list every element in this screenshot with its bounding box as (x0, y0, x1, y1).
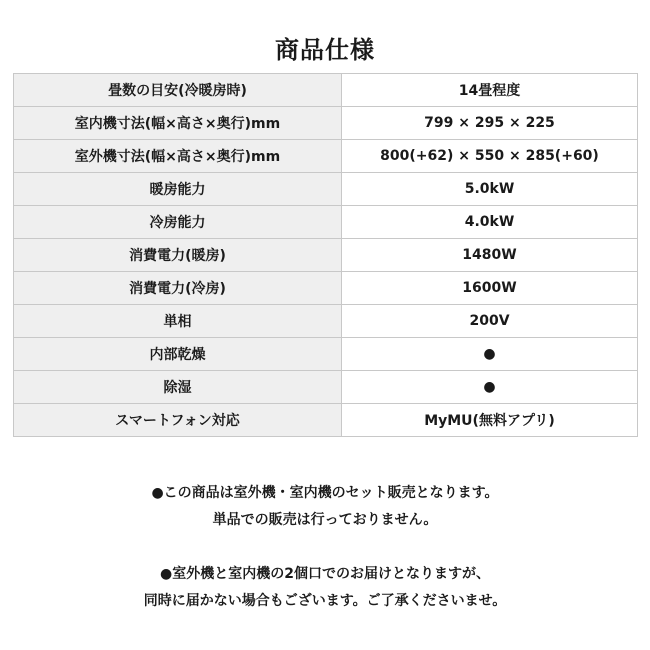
table-row (14, 338, 638, 371)
spec-label: 除湿 (14, 371, 342, 404)
spec-label: 消費電力(暖房) (14, 239, 342, 272)
spec-label: 室内機寸法(幅×高さ×奥行)mm (14, 107, 342, 140)
spec-label: スマートフォン対応 (14, 404, 342, 437)
spec-value: 4.0kW (342, 206, 638, 239)
spec-value: 200V (342, 305, 638, 338)
notes-section (0, 480, 650, 615)
spec-label: 単相 (14, 305, 342, 338)
table-row (14, 74, 638, 107)
spec-label: 室外機寸法(幅×高さ×奥行)mm (14, 140, 342, 173)
spec-label: 冷房能力 (14, 206, 342, 239)
spec-table (13, 73, 638, 437)
table-row (14, 371, 638, 404)
spec-value: 800(+62) × 550 × 285(+60) (342, 140, 638, 173)
table-row (14, 239, 638, 272)
page-title: 商品仕様 (275, 36, 375, 64)
table-row (14, 140, 638, 173)
spec-label: 内部乾燥 (14, 338, 342, 371)
spec-value: ● (342, 338, 638, 371)
table-row (14, 206, 638, 239)
note-spacer (0, 534, 650, 561)
spec-label: 消費電力(冷房) (14, 272, 342, 305)
note-text: 同時に届かない場合もございます。ご了承くださいませ。 (143, 593, 507, 609)
table-row (14, 107, 638, 140)
note-text: ●室外機と室内機の2個口でのお届けとなりますが、 (160, 566, 490, 582)
spec-value: 5.0kW (342, 173, 638, 206)
table-row (14, 272, 638, 305)
spec-value: 1480W (342, 239, 638, 272)
spec-label: 畳数の目安(冷暖房時) (14, 74, 342, 107)
spec-value: 1600W (342, 272, 638, 305)
table-row (14, 305, 638, 338)
spec-value: 14畳程度 (342, 74, 638, 107)
table-row (14, 404, 638, 437)
table-row (14, 173, 638, 206)
note-text: ●この商品は室外機・室内機のセット販売となります。 (151, 485, 499, 501)
note-text: 単品での販売は行っておりません。 (212, 512, 438, 528)
spec-value: ● (342, 371, 638, 404)
spec-value: 799 × 295 × 225 (342, 107, 638, 140)
spec-value: MyMU(無料アプリ) (342, 404, 638, 437)
spec-label: 暖房能力 (14, 173, 342, 206)
